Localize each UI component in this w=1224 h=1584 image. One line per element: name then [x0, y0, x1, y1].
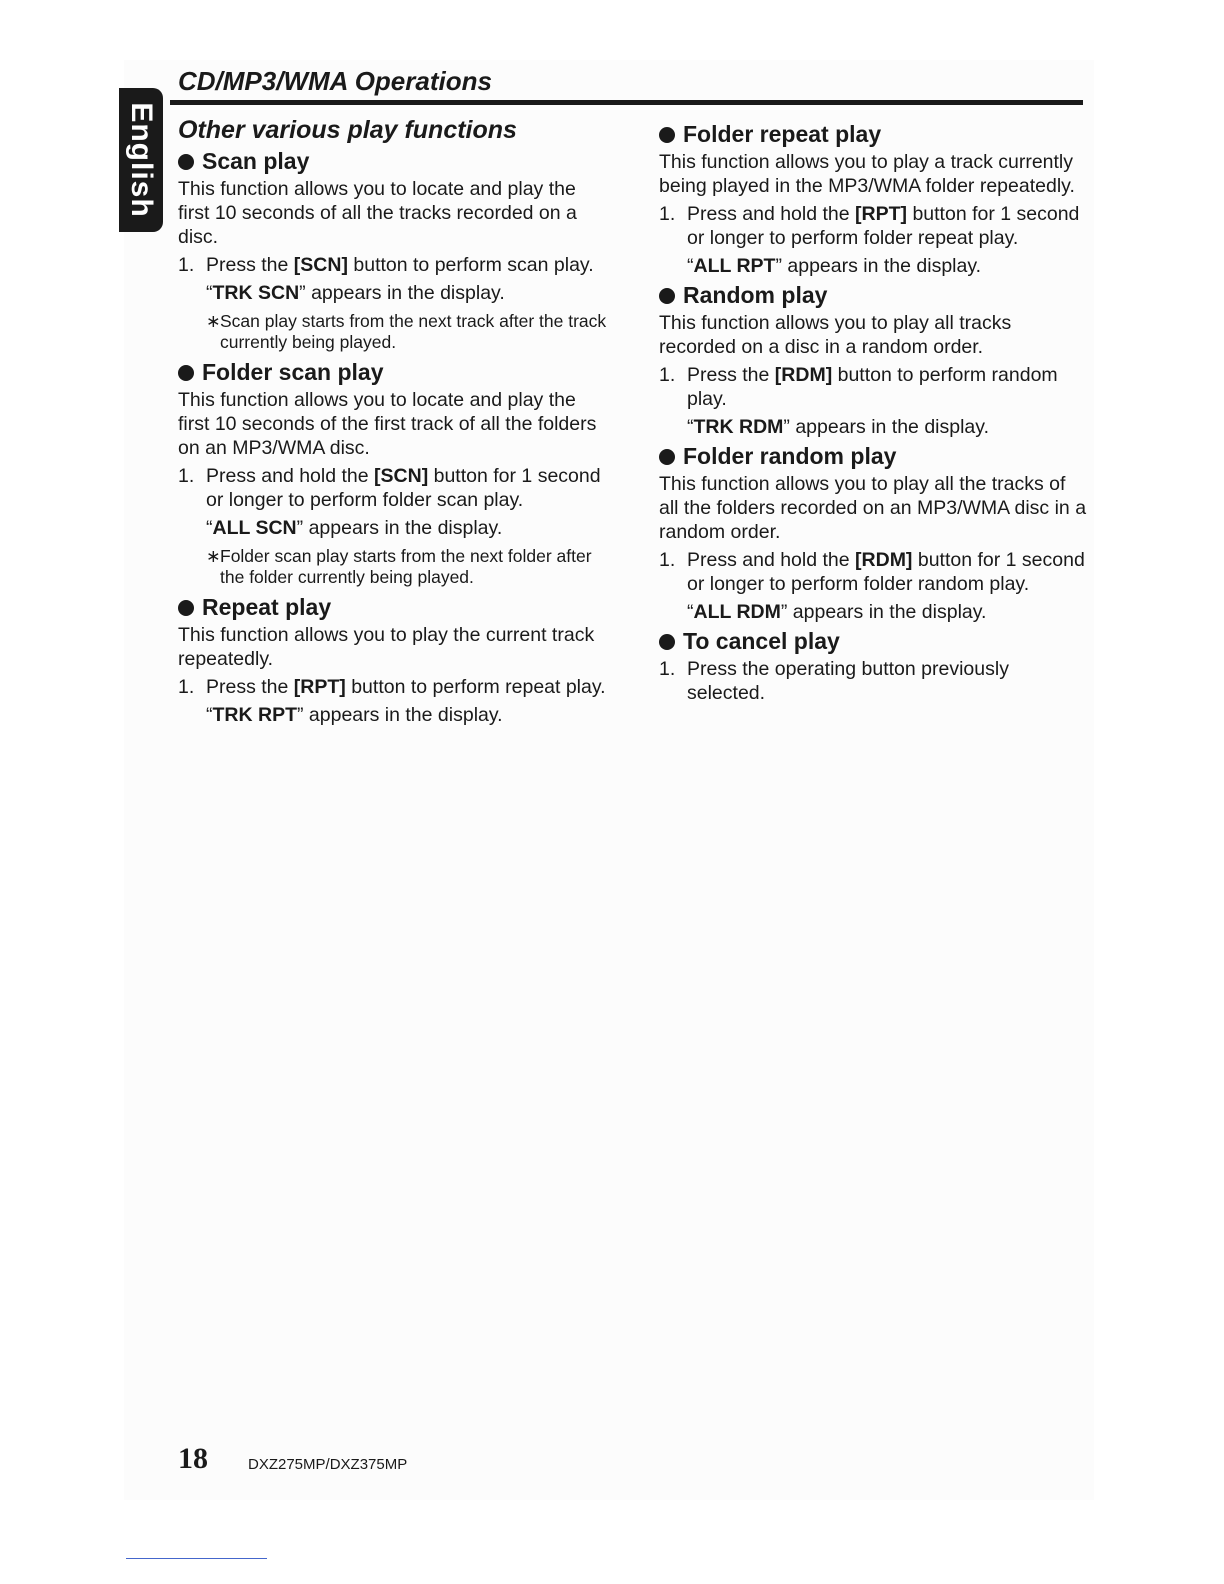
cancel-play-heading: [659, 628, 1089, 655]
step-text-pre: Press and hold the: [687, 203, 856, 225]
step-text-post: button for 1 second or longer to perform folder repeat play.: [687, 203, 1080, 249]
folder-scan-play-description: This function allows you to locate and play the first 10 seconds of the first track of all the folders on an MP3/WMA disc.: [178, 389, 597, 459]
repeat-play-step: [178, 675, 608, 699]
step-number: 1.: [659, 549, 676, 571]
repeat-play-heading: [178, 594, 608, 621]
step-text-post: button to perform random play.: [687, 364, 1058, 410]
folder-repeat-play-heading: [659, 121, 1089, 148]
random-play-heading-text: Random play: [683, 282, 828, 308]
folder-random-play-description: This function allows you to play all the tracks of all the folders recorded on an MP3/WMA disc in a random order.: [659, 473, 1087, 543]
display-quote-open: “: [206, 704, 213, 726]
step-text: [687, 548, 1089, 596]
display-quote-open: “: [687, 601, 694, 623]
step-text-pre: Press and hold the: [687, 549, 856, 571]
folder-repeat-play-heading-text: Folder repeat play: [683, 121, 882, 147]
bullet-icon: [659, 127, 675, 143]
repeat-play-heading-text: Repeat play: [202, 594, 332, 620]
repeat-play-display-text: [206, 703, 608, 727]
random-play-display-text: [687, 415, 1089, 439]
folder-random-play-heading-text: Folder random play: [683, 443, 897, 469]
random-play-description: This function allows you to play all tracks recorded on a disc in a random order.: [659, 312, 1012, 358]
cancel-play-heading-text: To cancel play: [683, 628, 840, 654]
random-play-heading: [659, 282, 1089, 309]
step-text-pre: Press the: [687, 364, 775, 386]
step-text-pre: Press the: [206, 676, 294, 698]
folder-scan-play-heading-text: Folder scan play: [202, 359, 384, 385]
display-text-rest: ” appears in the display.: [780, 601, 987, 623]
step-number: 1.: [659, 364, 676, 386]
display-quote-open: “: [687, 416, 694, 438]
display-quote-open: “: [206, 517, 213, 539]
bullet-icon: [178, 365, 194, 381]
scan-play-display-text: [206, 281, 608, 305]
asterisk-icon: ∗: [206, 546, 221, 566]
folder-scan-play-display-text: [206, 516, 608, 540]
display-text-rest: ” appears in the display.: [297, 704, 503, 726]
step-number: 1.: [178, 254, 195, 276]
rpt-button-label: [RPT]: [293, 676, 346, 698]
bullet-icon: [178, 154, 194, 170]
cancel-play-step: [659, 657, 1089, 705]
display-indicator: ALL RPT: [693, 255, 776, 277]
rdm-button-label: [RDM]: [855, 549, 913, 571]
rpt-button-label: [RPT]: [855, 203, 908, 225]
bullet-icon: [659, 449, 675, 465]
bullet-icon: [659, 634, 675, 650]
display-quote-open: “: [206, 282, 213, 304]
scan-play-step: [178, 253, 608, 277]
step-number: 1.: [178, 465, 195, 487]
scn-button-label: [SCN]: [293, 254, 348, 276]
model-number: DXZ275MP/DXZ375MP: [248, 1456, 408, 1473]
step-number: 1.: [659, 658, 676, 680]
page-number: 18: [178, 1442, 208, 1475]
right-column: [659, 118, 1089, 705]
folder-repeat-play-step: [659, 202, 1089, 250]
asterisk-icon: ∗: [206, 311, 221, 331]
note-text: Scan play starts from the next track after the track currently being played.: [220, 311, 607, 352]
step-text: [687, 363, 1089, 411]
display-text-rest: ” appears in the display.: [296, 517, 503, 539]
bottom-line: [126, 1558, 267, 1559]
left-column: [178, 116, 608, 731]
step-text: [687, 202, 1089, 250]
step-text: [206, 464, 608, 512]
scan-play-heading-text: Scan play: [202, 148, 310, 174]
display-text-rest: ” appears in the display.: [783, 416, 989, 438]
bullet-icon: [659, 288, 675, 304]
language-tab: [119, 88, 163, 232]
page-title: Other various play functions: [178, 116, 517, 144]
header-rule: [170, 100, 1083, 105]
folder-repeat-play-description: This function allows you to play a track currently being played in the MP3/WMA folder repeatedly.: [659, 151, 1075, 197]
display-quote-open: “: [687, 255, 694, 277]
scan-play-heading: [178, 148, 608, 175]
step-text: [206, 253, 594, 277]
scn-button-label: [SCN]: [374, 465, 429, 487]
step-text-post: button to perform scan play.: [347, 254, 594, 276]
scan-play-description: This function allows you to locate and play the first 10 seconds of all the tracks recorded on a disc.: [178, 178, 577, 248]
step-text: Press the operating button previously selected.: [687, 658, 1009, 704]
display-indicator: TRK RPT: [212, 704, 297, 726]
display-indicator: ALL RDM: [693, 601, 781, 623]
section-header: CD/MP3/WMA Operations: [178, 66, 492, 96]
folder-random-play-heading: [659, 443, 1089, 470]
step-text: [206, 675, 606, 699]
step-text-post: button to perform repeat play.: [345, 676, 606, 698]
folder-random-play-step: [659, 548, 1089, 596]
display-indicator: TRK SCN: [212, 282, 300, 304]
repeat-play-description: This function allows you to play the current track repeatedly.: [178, 624, 595, 670]
step-text-pre: Press and hold the: [206, 465, 375, 487]
language-tab-label: English: [125, 102, 158, 218]
step-text-pre: Press the: [206, 254, 294, 276]
display-indicator: ALL SCN: [212, 517, 297, 539]
folder-scan-play-step: [178, 464, 608, 512]
folder-repeat-play-display-text: [687, 254, 1089, 278]
note-text: Folder scan play starts from the next folder after the folder currently being played.: [220, 546, 592, 587]
scan-play-note: [206, 311, 608, 353]
step-number: 1.: [659, 203, 676, 225]
random-play-step: [659, 363, 1089, 411]
step-text-post: button for 1 second or longer to perform folder random play.: [687, 549, 1085, 595]
step-number: 1.: [178, 676, 195, 698]
rdm-button-label: [RDM]: [774, 364, 833, 386]
display-text-rest: ” appears in the display.: [775, 255, 982, 277]
folder-scan-play-heading: [178, 359, 608, 386]
folder-random-play-display-text: [687, 600, 1089, 624]
bullet-icon: [178, 600, 194, 616]
folder-scan-play-note: [206, 546, 608, 588]
step-text-post: button for 1 second or longer to perform folder scan play.: [206, 465, 601, 511]
display-text-rest: ” appears in the display.: [299, 282, 505, 304]
display-indicator: TRK RDM: [693, 416, 784, 438]
